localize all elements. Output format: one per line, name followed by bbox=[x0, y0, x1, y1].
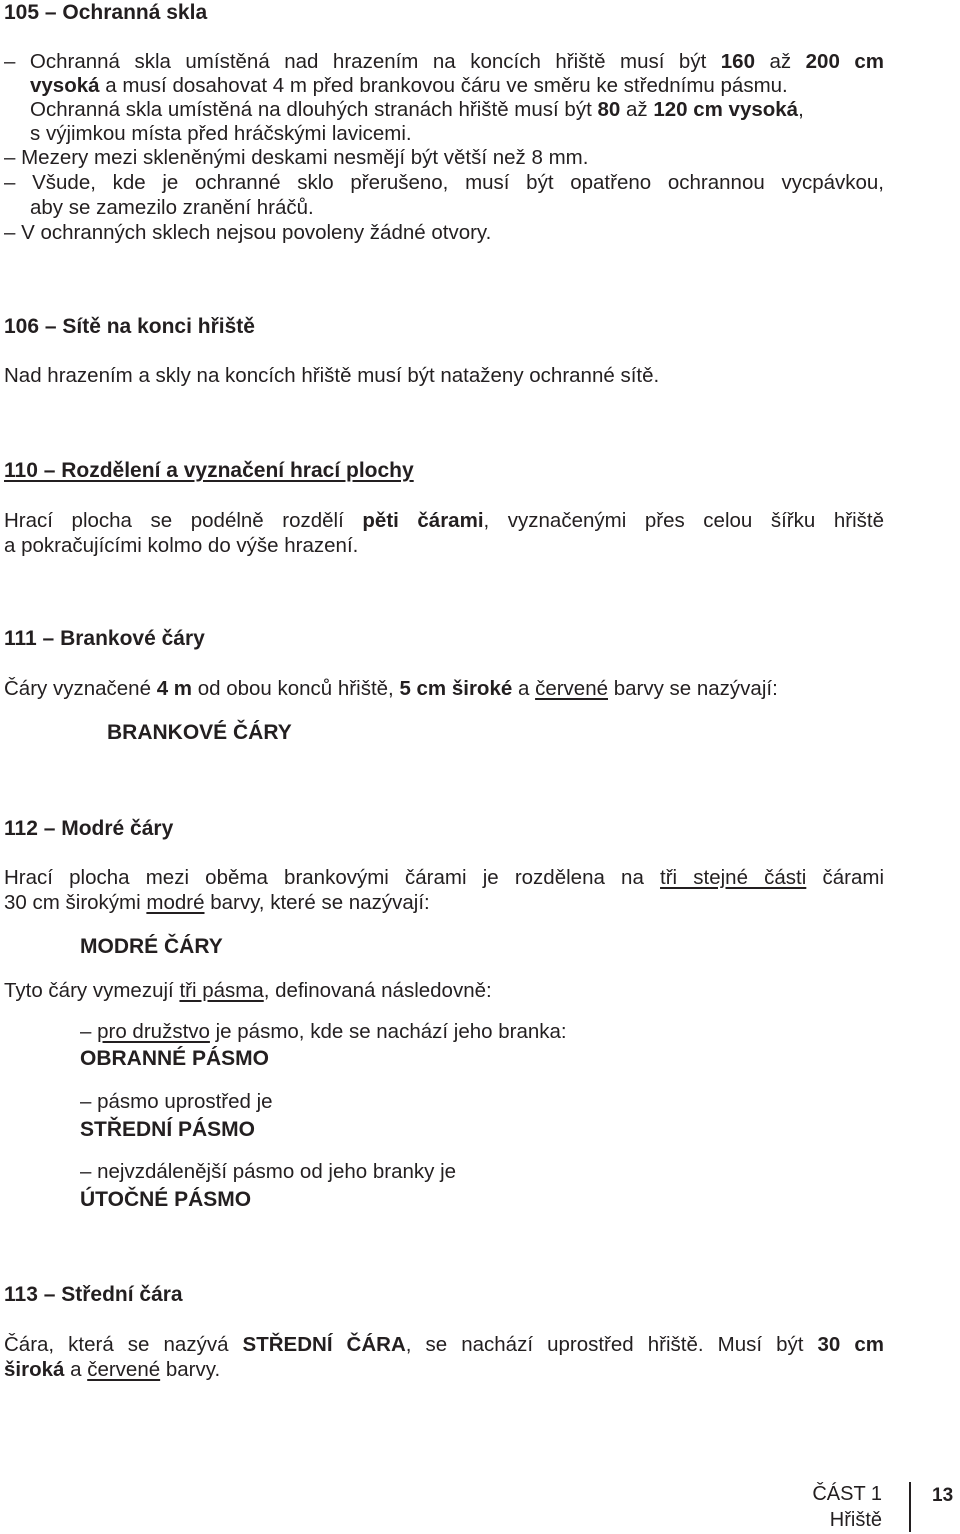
bold-text: 200 cm bbox=[805, 50, 884, 73]
section-heading-106: 106 – Sítě na konci hřiště bbox=[4, 315, 255, 338]
underlined-text: tři pásma bbox=[179, 979, 264, 1002]
zone-name: ÚTOČNÉ PÁSMO bbox=[80, 1188, 252, 1211]
paragraph-line bbox=[4, 49, 884, 74]
footer-chapter-title: Hřiště bbox=[829, 1509, 882, 1531]
text: a musí dosahovat 4 m před brankovou čáru ve směru ke střednímu pásmu. bbox=[99, 74, 788, 97]
underlined-text: červené bbox=[535, 677, 608, 700]
text: Hrací plocha se podélně rozdělí bbox=[4, 509, 363, 532]
section-heading-111: 111 – Brankové čáry bbox=[4, 627, 205, 650]
section-heading-112: 112 – Modré čáry bbox=[4, 817, 174, 840]
footer-divider bbox=[909, 1482, 911, 1532]
underlined-text: červené bbox=[87, 1358, 161, 1381]
text: čárami bbox=[806, 866, 884, 889]
text: od obou konců hřiště, bbox=[192, 677, 400, 700]
section-heading-113: 113 – Střední čára bbox=[4, 1283, 183, 1306]
text: je pásmo, kde se nachází jeho branka: bbox=[209, 1020, 567, 1043]
zone-item bbox=[80, 1019, 567, 1044]
bold-text: 160 bbox=[720, 50, 755, 73]
section-heading-110: 110 – Rozdělení a vyznačení hrací plochy bbox=[4, 459, 414, 482]
text: barvy, které se nazývají: bbox=[204, 891, 430, 914]
zone-item: – pásmo uprostřed je bbox=[80, 1090, 273, 1113]
bold-text: 5 cm široké bbox=[399, 677, 513, 700]
footer-part-label: ČÁST 1 bbox=[812, 1483, 882, 1505]
page-number: 13 bbox=[932, 1485, 954, 1506]
paragraph-line bbox=[4, 97, 804, 122]
paragraph-line bbox=[4, 508, 884, 533]
section-heading-105: 105 – Ochranná skla bbox=[4, 1, 208, 24]
underlined-text: tři stejné části bbox=[660, 866, 807, 889]
zone-name: STŘEDNÍ PÁSMO bbox=[80, 1118, 256, 1141]
bold-text: 30 cm bbox=[817, 1333, 884, 1356]
underlined-text: modré bbox=[146, 891, 205, 914]
paragraph-line bbox=[4, 890, 430, 915]
text: , vyznačenými přes celou šířku hřiště bbox=[483, 509, 884, 532]
paragraph-line bbox=[4, 1332, 884, 1357]
underlined-text: pro družstvo bbox=[97, 1020, 210, 1043]
text: barvy se nazývají: bbox=[608, 677, 778, 700]
bold-text: 120 cm vysoká bbox=[653, 98, 799, 121]
text: Čáry vyznačené bbox=[4, 677, 157, 700]
bold-text: STŘEDNÍ ČÁRA bbox=[242, 1333, 406, 1356]
bold-text: široká bbox=[4, 1358, 65, 1381]
text: , bbox=[798, 98, 804, 121]
bold-text: 4 m bbox=[156, 677, 193, 700]
text: až bbox=[620, 98, 654, 121]
text: – Ochranná skla umístěná nad hrazením na koncích hřiště musí být bbox=[4, 50, 721, 73]
text: 30 cm širokými bbox=[4, 891, 147, 914]
paragraph-line: – V ochranných sklech nejsou povoleny žádné otvory. bbox=[4, 221, 492, 244]
paragraph-line bbox=[4, 170, 884, 195]
paragraph-line bbox=[4, 978, 492, 1003]
text: Hrací plocha mezi oběma brankovými čárami je rozdělena na bbox=[4, 866, 661, 889]
paragraph-line: a pokračujícími kolmo do výše hrazení. bbox=[4, 534, 359, 557]
paragraph-line bbox=[4, 676, 778, 701]
bold-text: 80 bbox=[597, 98, 621, 121]
paragraph-line: aby se zamezilo zranění hráčů. bbox=[30, 196, 314, 219]
text: barvy. bbox=[160, 1358, 221, 1381]
paragraph-line: – Mezery mezi skleněnými deskami nesmějí být větší než 8 mm. bbox=[4, 146, 589, 169]
zone-name: OBRANNÉ PÁSMO bbox=[80, 1047, 270, 1070]
line-name-caption: MODRÉ ČÁRY bbox=[80, 935, 223, 958]
zone-item: – nejvzdálenější pásmo od jeho branky je bbox=[80, 1160, 457, 1183]
paragraph-line bbox=[4, 1357, 220, 1382]
line-name-caption: BRANKOVÉ ČÁRY bbox=[107, 721, 292, 744]
text: – Všude, kde je ochranné sklo přerušeno, musí být opatřeno ochrannou vycpávkou, bbox=[4, 171, 884, 194]
paragraph-line: s výjimkou místa před hráčskými lavicemi. bbox=[30, 122, 412, 145]
text: , definovaná následovně: bbox=[263, 979, 492, 1002]
text: Tyto čáry vymezují bbox=[4, 979, 180, 1002]
paragraph-line bbox=[4, 73, 788, 98]
paragraph-line: Nad hrazením a skly na koncích hřiště musí být nataženy ochranné sítě. bbox=[4, 364, 660, 387]
text: , se nachází uprostřed hřiště. Musí být bbox=[405, 1333, 818, 1356]
text: až bbox=[754, 50, 806, 73]
text: Čára, která se nazývá bbox=[4, 1333, 243, 1356]
text: – bbox=[80, 1020, 98, 1043]
paragraph-line bbox=[4, 865, 884, 890]
bold-text: vysoká bbox=[30, 74, 100, 97]
text: a bbox=[64, 1358, 88, 1381]
text: Ochranná skla umístěná na dlouhých stranách hřiště musí být bbox=[30, 98, 598, 121]
text: a bbox=[512, 677, 536, 700]
bold-text: pěti čárami bbox=[362, 509, 484, 532]
